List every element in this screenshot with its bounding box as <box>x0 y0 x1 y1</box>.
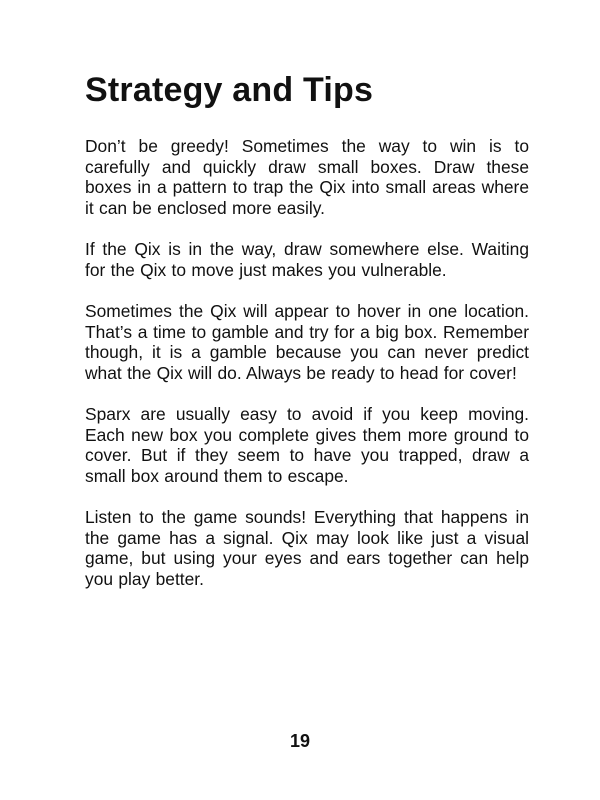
paragraph-qix-hover: Sometimes the Qix will appear to hover in one location. That’s a time to gamble and try for a big box. Remember though, it is a gamble because you can never predict what the Qix will do. Always be ready to head for cover! <box>85 301 529 383</box>
paragraph-game-sounds: Listen to the game sounds! Everything that happens in the game has a signal. Qix may look like just a visual game, but using your eyes and ears together can help you play better. <box>85 507 529 589</box>
body-text <box>85 136 529 610</box>
paragraph-sparx: Sparx are usually easy to avoid if you keep moving. Each new box you complete gives them more ground to cover. But if they seem to have you trapped, draw a small box around them to escape. <box>85 404 529 486</box>
paragraph-greedy: Don’t be greedy! Sometimes the way to win is to carefully and quickly draw small boxes. Draw these boxes in a pattern to trap the Qix into small areas where it can be enclosed more easily. <box>85 136 529 218</box>
page-number: 19 <box>289 731 311 751</box>
page-title: Strategy and Tips <box>85 71 374 109</box>
paragraph-qix-in-way: If the Qix is in the way, draw somewhere else. Waiting for the Qix to move just makes you vulnerable. <box>85 239 529 280</box>
